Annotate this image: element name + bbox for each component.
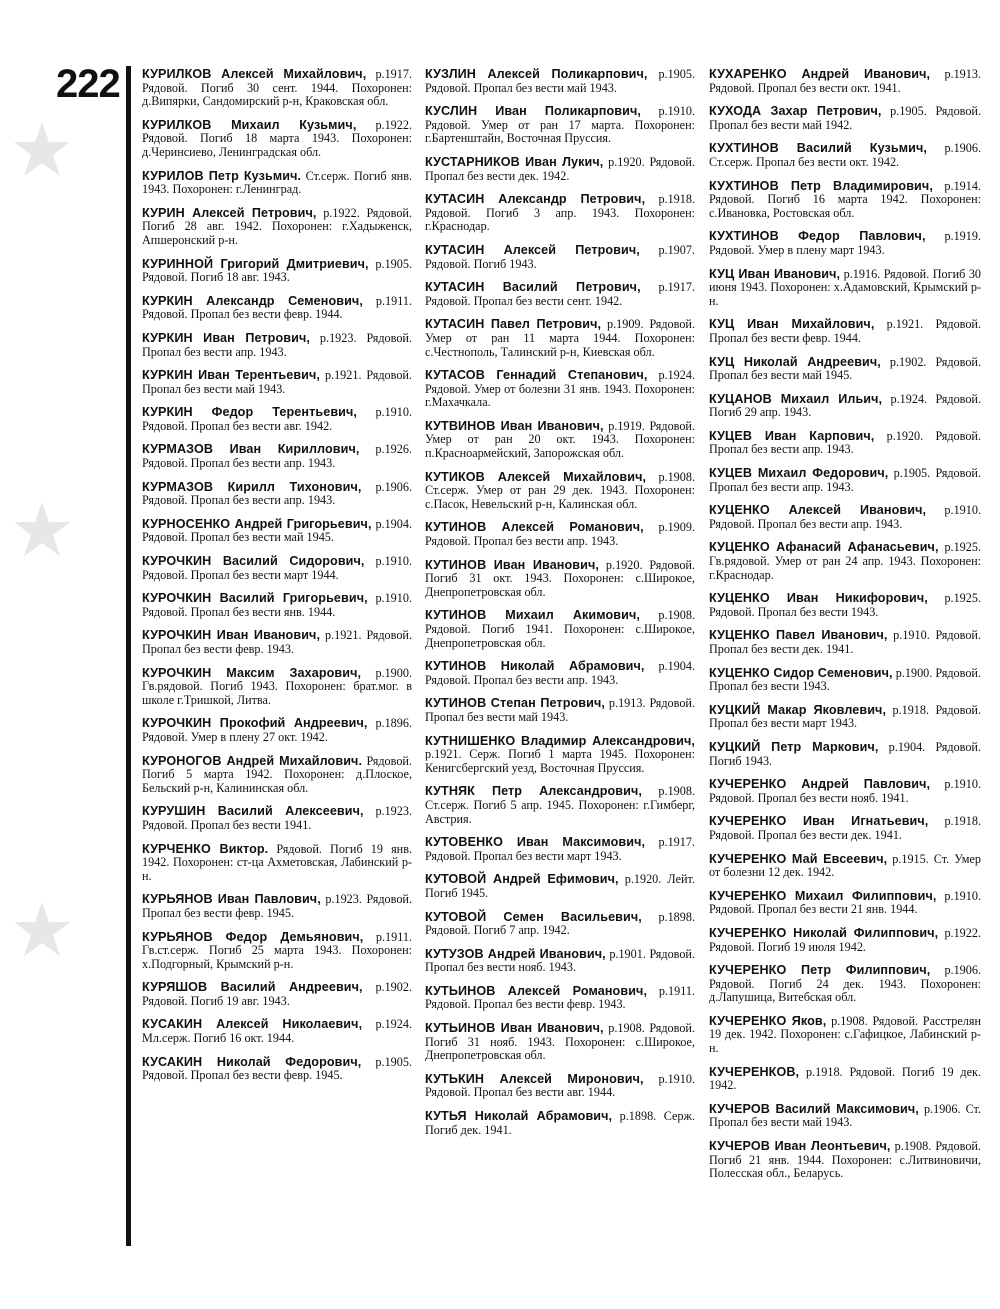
entry-name: КУЧЕРОВ Иван Леонтьевич, xyxy=(709,1139,891,1154)
entry-text: р.1902. Рядовой. Погиб 19 авг. 1943. xyxy=(142,980,412,1008)
list-item xyxy=(709,890,981,917)
list-item xyxy=(142,667,412,708)
entry-text: р.1898. Рядовой. Погиб 7 апр. 1942. xyxy=(425,909,695,938)
entry-text: р.1924. Мл.серж. Погиб 16 окт. 1944. xyxy=(142,1017,413,1046)
entry-text: р.1910. Рядовой. Пропал без вести нояб. 1941. xyxy=(709,777,981,805)
entry-name: КУХОДА Захар Петрович, xyxy=(709,104,882,119)
list-item xyxy=(425,369,695,410)
list-item xyxy=(709,667,981,694)
entry-name: КУХТИНОВ Василий Кузьмич, xyxy=(709,141,927,156)
entry-name: КУРЬЯНОВ Иван Павлович, xyxy=(142,892,321,907)
entry-name: КУРУШИН Василий Алексеевич, xyxy=(142,804,364,819)
entry-text: р.1911. Рядовой. Пропал без вести февр. 1944. xyxy=(142,293,412,322)
watermark-star-icon xyxy=(12,500,72,560)
list-item xyxy=(425,156,695,183)
page-number: 222 xyxy=(56,62,120,106)
entry-name: КУЦЕВ Иван Карпович, xyxy=(709,428,875,443)
entry-text: р.1910. Рядовой. Пропал без вести март 1944. xyxy=(142,554,413,582)
entry-name: КУЦАНОВ Михаил Ильич, xyxy=(709,391,883,406)
entry-text: р.1921. Рядовой. Пропал без вести май 1943. xyxy=(142,368,412,396)
entry-name: КУТАСИН Павел Петрович, xyxy=(425,317,602,332)
list-item xyxy=(425,193,695,234)
entry-text: р.1924. Рядовой. Погиб 29 апр. 1943. xyxy=(709,391,981,420)
entry-text: р.1925. Гв.рядовой. Умер от ран 24 апр. 1943. Похоронен: г.Краснодар. xyxy=(709,540,981,582)
list-item xyxy=(709,1140,981,1181)
entry-name: КУТАСИН Алексей Петрович, xyxy=(425,242,640,257)
entry-text: Ст.серж. Погиб янв. 1943. Похоронен: г.Ленинград. xyxy=(142,168,413,197)
list-item xyxy=(425,1073,695,1100)
list-item xyxy=(709,964,981,1005)
entry-name: КУТАСИН Василий Петрович, xyxy=(425,280,641,295)
list-item xyxy=(425,697,695,724)
entry-name: КУТУЗОВ Андрей Иванович, xyxy=(425,946,606,961)
entry-text: р.1900. Гв.рядовой. Погиб 1943. Похоронен: брат.мог. в школе г.Тришкой, Литва. xyxy=(142,665,413,707)
entry-name: КУСАКИН Николай Федорович, xyxy=(142,1054,362,1069)
entry-text: р.1902. Рядовой. Пропал без вести май 1945. xyxy=(709,354,981,383)
entry-name: КУРКИН Иван Петрович, xyxy=(142,330,310,345)
entry-text: р.1908. Рядовой. Погиб 1941. Похоронен: с.Широкое, Днепропетровская обл. xyxy=(425,608,695,650)
entry-text: р.1923. Рядовой. Пропал без вести февр. 1945. xyxy=(142,892,412,920)
entry-name: КУЧЕРЕНКО Андрей Павлович, xyxy=(709,777,931,792)
list-item xyxy=(425,318,695,359)
entry-name: КУЧЕРЕНКО Май Евсеевич, xyxy=(709,851,888,866)
entry-text: р.1921. Серж. Погиб 1 марта 1945. Похоронен: Кенигсбергский уезд, Восточная Пруссия. xyxy=(425,747,695,775)
entry-text: р.1896. Рядовой. Умер в плену 27 окт. 1942. xyxy=(142,716,412,744)
entry-name: КУТОВОЙ Андрей Ефимович, xyxy=(425,872,619,887)
entry-name: КУЧЕРЕНКО Михаил Филиппович, xyxy=(709,888,937,903)
entry-text: р.1918. Рядовой. Погиб 19 дек. 1942. xyxy=(709,1064,981,1093)
entry-text: р.1919. Рядовой. Умер в плену март 1943. xyxy=(709,229,981,257)
entry-name: КУРМАЗОВ Кирилл Тихонович, xyxy=(142,479,362,494)
entry-name: КУТВИНОВ Иван Иванович, xyxy=(425,418,604,433)
list-item xyxy=(142,295,412,322)
entry-text: р.1914. Рядовой. Погиб 16 марта 1942. Похоронен: с.Ивановка, Ростовская обл. xyxy=(709,178,981,220)
entry-text: р.1926. Рядовой. Пропал без вести апр. 1943. xyxy=(142,442,412,471)
entry-text: р.1904. Рядовой. Пропал без вести апр. 1943. xyxy=(425,659,695,687)
entry-text: р.1922. Рядовой. Погиб 19 июля 1942. xyxy=(709,925,982,954)
list-item xyxy=(425,785,695,826)
list-item xyxy=(709,430,981,457)
entry-text: р.1918. Рядовой. Пропал без вести дек. 1941. xyxy=(709,814,982,842)
entry-name: КУТАСИН Александр Петрович, xyxy=(425,192,646,207)
entry-text: р.1905. Рядовой. Пропал без вести февр. 1945. xyxy=(142,1054,412,1083)
entry-name: КУРИЛОВ Петр Кузьмич. xyxy=(142,168,302,183)
entry-text: р.1919. Рядовой. Умер от ран 20 окт. 1943. Похоронен: п.Красноармейский, Запорожская обл. xyxy=(425,418,695,461)
list-item xyxy=(709,68,981,95)
entry-name: КУСЛИН Иван Поликарпович, xyxy=(425,104,641,119)
entry-text: р.1905. Рядовой. Пропал без вести май 1943. xyxy=(425,67,696,95)
list-item xyxy=(425,609,695,650)
entry-name: КУЦ Иван Иванович, xyxy=(709,266,841,281)
entry-text: р.1910. Рядовой. Пропал без вести авг. 1942. xyxy=(142,405,413,433)
entry-name: КУРИЛКОВ Алексей Михайлович, xyxy=(142,67,367,81)
list-item xyxy=(709,318,981,345)
list-item xyxy=(142,805,412,832)
entry-name: КУЧЕРЕНКО Петр Филиппович, xyxy=(709,963,931,978)
entry-text: р.1915. Ст. Умер от болезни 12 дек. 1942. xyxy=(709,851,981,880)
entry-name: КУХАРЕНКО Андрей Иванович, xyxy=(709,67,931,81)
list-item xyxy=(142,555,412,582)
entry-name: КУТИКОВ Алексей Михайлович, xyxy=(425,469,647,484)
entry-text: р.1910. Рядовой. Пропал без вести 21 янв. 1944. xyxy=(709,888,981,917)
watermark-star-icon xyxy=(12,900,72,960)
entry-text: р.1920. Рядовой. Пропал без вести апр. 1943. xyxy=(709,428,981,457)
entry-name: КУРОЧКИН Василий Григорьевич, xyxy=(142,591,368,606)
entry-text: р.1907. Рядовой. Погиб 1943. xyxy=(425,242,696,271)
list-item xyxy=(142,629,412,656)
entry-name: КУРКИН Александр Семенович, xyxy=(142,293,363,308)
entry-text: р.1918. Рядовой. Погиб 3 апр. 1943. Похоронен: г.Краснодар. xyxy=(425,192,696,234)
entry-text: Рядовой. Погиб 5 марта 1942. Похоронен: д.Плоское, Бельский р-н, Калининская обл. xyxy=(142,753,412,795)
list-item xyxy=(709,230,981,257)
list-item xyxy=(142,119,412,160)
entry-text: р.1923. Рядовой. Пропал без вести апр. 1943. xyxy=(142,330,412,359)
entry-name: КУХТИНОВ Петр Владимирович, xyxy=(709,178,933,193)
entry-text: р.1905. Рядовой. Пропал без вести апр. 1943. xyxy=(709,466,981,494)
list-item xyxy=(709,504,981,531)
list-item xyxy=(709,541,981,582)
entry-text: р.1913. Рядовой. Пропал без вести май 1943. xyxy=(425,696,695,724)
list-item xyxy=(142,406,412,433)
entry-text: р.1910. Рядовой. Пропал без вести апр. 1943. xyxy=(709,503,981,531)
list-item xyxy=(425,1110,695,1137)
entry-text: р.1918. Рядовой. Пропал без вести март 1943. xyxy=(709,702,981,731)
list-item xyxy=(709,393,981,420)
entry-name: КУЦЕНКО Иван Никифорович, xyxy=(709,591,928,606)
entry-name: КУЧЕРЕНКОВ, xyxy=(709,1064,800,1079)
entry-name: КУРЯШОВ Василий Андреевич, xyxy=(142,980,363,995)
entry-name: КУЧЕРЕНКО Иван Игнатьевич, xyxy=(709,814,929,829)
list-item xyxy=(425,948,695,975)
entry-name: КУТИНОВ Степан Петрович, xyxy=(425,696,605,711)
entry-name: КУТОВОЙ Семен Васильевич, xyxy=(425,909,642,924)
entry-name: КУРЧЕНКО Виктор. xyxy=(142,841,269,856)
watermark-star-icon xyxy=(12,120,72,180)
list-item xyxy=(425,911,695,938)
entry-name: КУТЬИНОВ Иван Иванович, xyxy=(425,1021,604,1036)
list-item xyxy=(425,105,695,146)
entry-name: КУРКИН Федор Терентьевич, xyxy=(142,405,358,420)
entry-name: КУТОВЕНКО Иван Максимович, xyxy=(425,835,646,850)
entry-name: КУТЬКИН Алексей Миронович, xyxy=(425,1071,644,1086)
list-item xyxy=(709,356,981,383)
list-item xyxy=(142,481,412,508)
entry-text: р.1921. Рядовой. Пропал без вести февр. 1944. xyxy=(709,317,981,345)
entry-name: КУЗЛИН Алексей Поликарпович, xyxy=(425,67,648,81)
entry-name: КУЦКИЙ Петр Маркович, xyxy=(709,739,879,754)
entry-name: КУТЬЯ Николай Абрамович, xyxy=(425,1109,613,1124)
entry-name: КУРОЧКИН Василий Сидорович, xyxy=(142,554,365,569)
entry-text: р.1920. Рядовой. Пропал без вести дек. 1942. xyxy=(425,154,695,183)
list-item xyxy=(709,1015,981,1056)
list-item xyxy=(709,815,981,842)
entry-name: КУЦ Николай Андреевич, xyxy=(709,354,881,369)
list-item xyxy=(142,893,412,920)
entry-name: КУТИНОВ Алексей Романович, xyxy=(425,520,644,535)
list-item xyxy=(425,420,695,461)
entry-text: р.1905. Рядовой. Погиб 18 авг. 1943. xyxy=(142,256,412,285)
entry-name: КУРОНОГОВ Андрей Михайлович. xyxy=(142,753,363,768)
entry-text: р.1898. Серж. Погиб дек. 1941. xyxy=(425,1109,695,1137)
entry-name: КУЦЕВ Михаил Федорович, xyxy=(709,466,889,481)
entry-name: КУРИЛКОВ Михаил Кузьмич, xyxy=(142,117,357,132)
entry-name: КУРНОСЕНКО Андрей Григорьевич, xyxy=(142,516,372,531)
list-item xyxy=(425,985,695,1012)
list-item xyxy=(709,778,981,805)
entry-text: р.1916. Рядовой. Погиб 30 июня 1943. Похоронен: х.Адамовский, Крымский р-н. xyxy=(709,266,982,308)
entry-name: КУЦЕНКО Сидор Семенович, xyxy=(709,665,893,680)
list-item xyxy=(142,170,412,197)
entry-text: р.1920. Лейт. Погиб 1945. xyxy=(425,872,695,900)
entry-name: КУЦ Иван Михайлович, xyxy=(709,317,875,332)
entry-name: КУТЬИНОВ Алексей Романович, xyxy=(425,983,648,998)
entry-text: р.1909. Рядовой. Пропал без вести апр. 1943. xyxy=(425,520,696,549)
column-1 xyxy=(142,68,412,1093)
entry-text: р.1908. Ст.серж. Умер от ран 29 дек. 1943. Похоронен: с.Пасок, Невельский р-н, Калинская обл. xyxy=(425,469,696,511)
entry-text: р.1922. Рядовой. Погиб 18 марта 1943. Похоронен: д.Черинсиево, Ленинградская обл. xyxy=(142,117,412,159)
list-item xyxy=(709,629,981,656)
list-item xyxy=(425,660,695,687)
list-item xyxy=(142,68,412,109)
entry-text: р.1911. Рядовой. Пропал без вести февр. 1943. xyxy=(425,983,695,1012)
list-item xyxy=(425,559,695,600)
list-item xyxy=(709,927,981,954)
list-item xyxy=(709,853,981,880)
entry-text: р.1904. Рядовой. Пропал без вести май 1945. xyxy=(142,516,413,545)
entry-name: КУЦКИЙ Макар Яковлевич, xyxy=(709,702,887,717)
entry-text: р.1910. Рядовой. Пропал без вести дек. 1941. xyxy=(709,628,981,656)
entry-text: р.1906. Рядовой. Пропал без вести апр. 1943. xyxy=(142,479,412,508)
entry-name: КУРКИН Иван Терентьевич, xyxy=(142,368,321,383)
list-item xyxy=(142,443,412,470)
entry-name: КУРЬЯНОВ Федор Демьянович, xyxy=(142,929,364,944)
list-item xyxy=(425,281,695,308)
entry-text: р.1905. Рядовой. Пропал без вести май 1942. xyxy=(709,104,981,132)
entry-name: КУЦЕНКО Павел Иванович, xyxy=(709,628,888,643)
entry-name: КУТИНОВ Николай Абрамович, xyxy=(425,659,645,674)
entry-name: КУЧЕРОВ Василий Максимович, xyxy=(709,1101,919,1116)
entry-text: р.1911. Гв.ст.серж. Погиб 25 марта 1943. Похоронен: х.Подгорный, Крымский р-н. xyxy=(142,929,412,971)
entry-name: КУЦЕНКО Афанасий Афанасьевич, xyxy=(709,540,939,555)
list-item xyxy=(425,735,695,776)
entry-text: р.1904. Рядовой. Погиб 1943. xyxy=(709,739,981,768)
list-item xyxy=(709,180,981,221)
entry-name: КУЦЕНКО Алексей Иванович, xyxy=(709,503,927,518)
entry-text: р.1906. Рядовой. Погиб 24 дек. 1943. Похоронен: д.Лапушица, Витебская обл. xyxy=(709,963,981,1005)
entry-text: р.1913. Рядовой. Пропал без вести окт. 1941. xyxy=(709,67,982,95)
entry-text: р.1917. Рядовой. Пропал без вести сент. 1942. xyxy=(425,280,695,308)
list-item xyxy=(709,741,981,768)
list-item xyxy=(709,268,981,309)
list-item xyxy=(425,1022,695,1063)
list-item xyxy=(425,68,695,95)
entry-name: КУТИНОВ Иван Иванович, xyxy=(425,557,599,572)
entry-text: р.1908. Ст.серж. Погиб 5 апр. 1945. Похоронен: г.Гимберг, Австрия. xyxy=(425,784,695,826)
list-item xyxy=(142,931,412,972)
list-item xyxy=(142,1056,412,1083)
entry-name: КУЧЕРЕНКО Николай Филиппович, xyxy=(709,925,939,940)
entry-text: р.1910. Рядовой. Пропал без вести авг. 1944. xyxy=(425,1071,695,1100)
list-item xyxy=(142,755,412,796)
list-item xyxy=(142,1018,412,1045)
entry-text: р.1906. Ст.серж. Пропал без вести окт. 1942. xyxy=(709,141,982,169)
entry-name: КУХТИНОВ Федор Павлович, xyxy=(709,229,926,244)
entry-text: Рядовой. Погиб 19 янв. 1942. Похоронен: ст-ца Ахметовская, Лабинский р-н. xyxy=(142,841,412,883)
entry-name: КУРОЧКИН Максим Захарович, xyxy=(142,665,362,680)
entry-name: КУТИНОВ Михаил Акимович, xyxy=(425,608,640,623)
entry-text: р.1923. Рядовой. Пропал без вести 1941. xyxy=(142,804,413,832)
entry-text: р.1908. Рядовой. Погиб 31 нояб. 1943. Похоронен: с.Широкое, Днепропетровская обл. xyxy=(425,1021,695,1063)
entry-name: КУСТАРНИКОВ Иван Лукич, xyxy=(425,154,604,169)
list-item xyxy=(142,258,412,285)
list-item xyxy=(425,873,695,900)
entry-name: КУРИННОЙ Григорий Дмитриевич, xyxy=(142,256,369,271)
entry-text: р.1901. Рядовой. Пропал без вести нояб. 1943. xyxy=(425,946,695,975)
entry-text: р.1925. Рядовой. Пропал без вести 1943. xyxy=(709,591,982,619)
entry-name: КУРОЧКИН Прокофий Андреевич, xyxy=(142,716,368,731)
list-item xyxy=(142,207,412,248)
column-2 xyxy=(425,68,695,1147)
entry-text: р.1900. Рядовой. Пропал без вести 1943. xyxy=(709,665,981,694)
list-item xyxy=(142,981,412,1008)
entry-text: р.1910. Рядовой. Пропал без вести янв. 1944. xyxy=(142,591,412,619)
entry-text: р.1906. Ст. Пропал без вести май 1943. xyxy=(709,1101,981,1130)
entry-text: р.1921. Рядовой. Пропал без вести февр. 1943. xyxy=(142,628,412,656)
list-item xyxy=(425,836,695,863)
entry-name: КУРИН Алексей Петрович, xyxy=(142,205,317,220)
entry-text: р.1909. Рядовой. Умер от ран 11 марта 1944. Похоронен: с.Честнополь, Талинский р-н, Киевская обл. xyxy=(425,317,695,359)
column-3 xyxy=(709,68,981,1191)
list-item xyxy=(425,521,695,548)
list-item xyxy=(709,704,981,731)
entry-text: р.1910. Рядовой. Умер от ран 17 марта. Похоронен: г.Бартенштайн, Восточная Пруссия. xyxy=(425,104,696,146)
list-item xyxy=(425,244,695,271)
entry-text: р.1920. Рядовой. Погиб 31 окт. 1943. Похоронен: с.Широкое, Днепропетровская обл. xyxy=(425,557,695,599)
entry-name: КУЧЕРЕНКО Яков, xyxy=(709,1013,827,1028)
entry-text: р.1917. Рядовой. Погиб 30 сент. 1944. Похоронен: д.Випярки, Сандомирский р-н, Краковская обл. xyxy=(142,67,413,109)
entry-name: КУРОЧКИН Иван Иванович, xyxy=(142,628,321,643)
list-item xyxy=(709,142,981,169)
list-item xyxy=(142,843,412,884)
entry-text: р.1917. Рядовой. Пропал без вести март 1943. xyxy=(425,835,695,863)
list-item xyxy=(142,592,412,619)
list-item xyxy=(709,592,981,619)
entry-text: р.1924. Рядовой. Умер от болезни 31 янв. 1943. Похоронен: г.Махачкала. xyxy=(425,368,696,410)
entry-text: р.1908. Рядовой. Расстрелян 19 дек. 1942. Похоронен: с.Гафицкое, Лабинский р-н. xyxy=(709,1013,981,1056)
list-item xyxy=(142,332,412,359)
entry-name: КУСАКИН Алексей Николаевич, xyxy=(142,1017,363,1032)
list-item xyxy=(709,1103,981,1130)
list-item xyxy=(709,467,981,494)
list-item xyxy=(142,369,412,396)
entry-name: КУТНИШЕНКО Владимир Александрович, xyxy=(425,733,695,748)
list-item xyxy=(709,105,981,132)
entry-name: КУРМАЗОВ Иван Кириллович, xyxy=(142,442,360,457)
entry-name: КУТНЯК Петр Александрович, xyxy=(425,784,642,799)
entry-name: КУТАСОВ Геннадий Степанович, xyxy=(425,368,648,383)
entry-text: р.1908. Рядовой. Погиб 21 янв. 1944. Похоронен: с.Литвиновичи, Полесская обл., Беларусь. xyxy=(709,1139,981,1181)
margin-rule xyxy=(126,66,131,1246)
list-item xyxy=(142,717,412,744)
entry-text: р.1922. Рядовой. Погиб 28 авг. 1942. Похоронен: г.Хадыженск, Апшеронский р-н. xyxy=(142,205,412,247)
list-item xyxy=(142,518,412,545)
list-item xyxy=(709,1066,981,1093)
list-item xyxy=(425,471,695,512)
